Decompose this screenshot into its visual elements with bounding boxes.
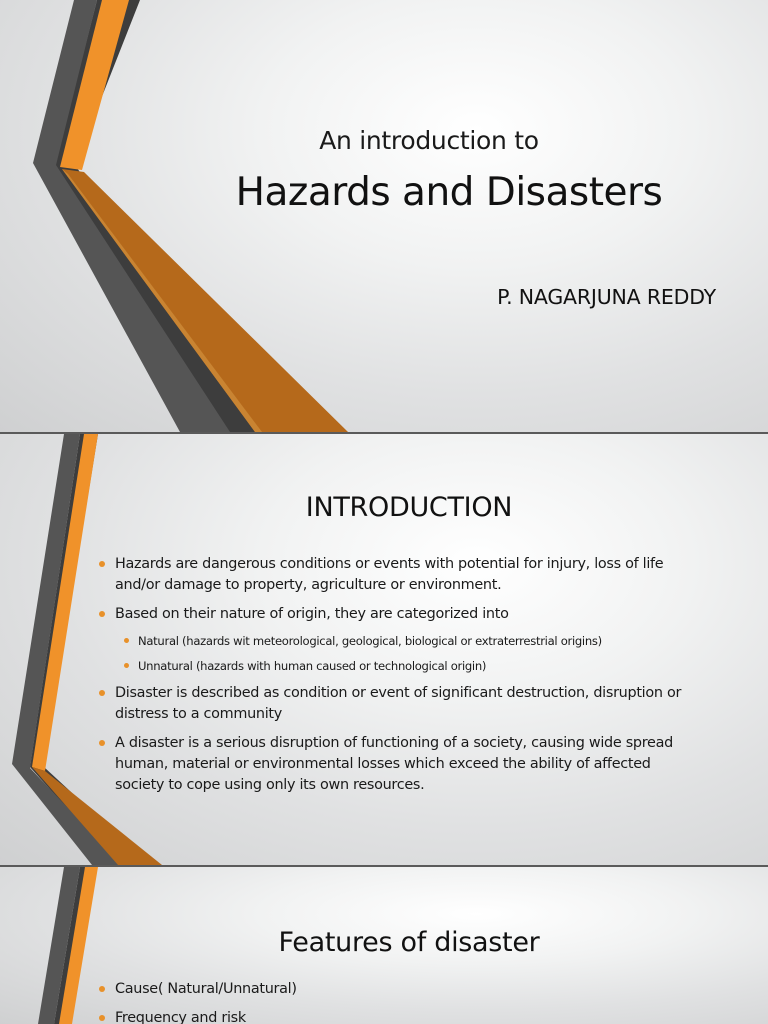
bullet-dot <box>124 638 129 643</box>
slide-heading: INTRODUCTION <box>305 492 513 523</box>
bullet-text: Hazards are dangerous conditions or events with potential for injury, loss of life and/or damage to property, agriculture or environment. <box>115 556 664 593</box>
bullet-dot <box>124 663 129 668</box>
bullet-list <box>96 979 696 1024</box>
bullet-text: Frequency and risk <box>115 1010 246 1024</box>
bullet-text: Cause( Natural/Unnatural) <box>115 981 297 997</box>
bullet-text: Unnatural (hazards with human caused or technological origin) <box>138 659 487 673</box>
bullet-dot <box>99 1015 105 1021</box>
bullet-list <box>96 554 696 804</box>
author-name: P. NAGARJUNA REDDY <box>497 285 716 309</box>
slide-heading: Features of disaster <box>278 927 540 958</box>
bullet-dot <box>99 561 105 567</box>
bullet-dot <box>99 611 105 617</box>
bullet-dot <box>99 986 105 992</box>
bullet-item <box>96 683 696 725</box>
bullet-item <box>96 979 696 1000</box>
introduction-slide <box>0 434 768 865</box>
bullet-dot <box>99 690 105 696</box>
bullet-dot <box>99 740 105 746</box>
features-slide <box>0 867 768 1024</box>
bullet-item <box>96 554 696 596</box>
slide-subtitle: An introduction to <box>319 126 539 155</box>
bullet-text: Disaster is described as condition or event of significant destruction, disruption or distress to a community <box>115 685 682 722</box>
bullet-item <box>96 604 696 625</box>
bullet-item <box>96 733 696 796</box>
bullet-text: Natural (hazards wit meteorological, geological, biological or extraterrestrial origins) <box>138 634 602 648</box>
decorative-stripes <box>0 0 768 432</box>
title-slide <box>0 0 768 432</box>
bullet-item <box>96 1008 696 1024</box>
sub-bullet-item <box>122 658 696 675</box>
bullet-text: Based on their nature of origin, they are categorized into <box>115 606 509 622</box>
slide-title: Hazards and Disasters <box>235 170 663 215</box>
sub-bullet-item <box>122 633 696 650</box>
bullet-text: A disaster is a serious disruption of functioning of a society, causing wide spread human, material or environmental losses which exceed the ability of affected society to cope using only its own resources. <box>115 735 673 793</box>
